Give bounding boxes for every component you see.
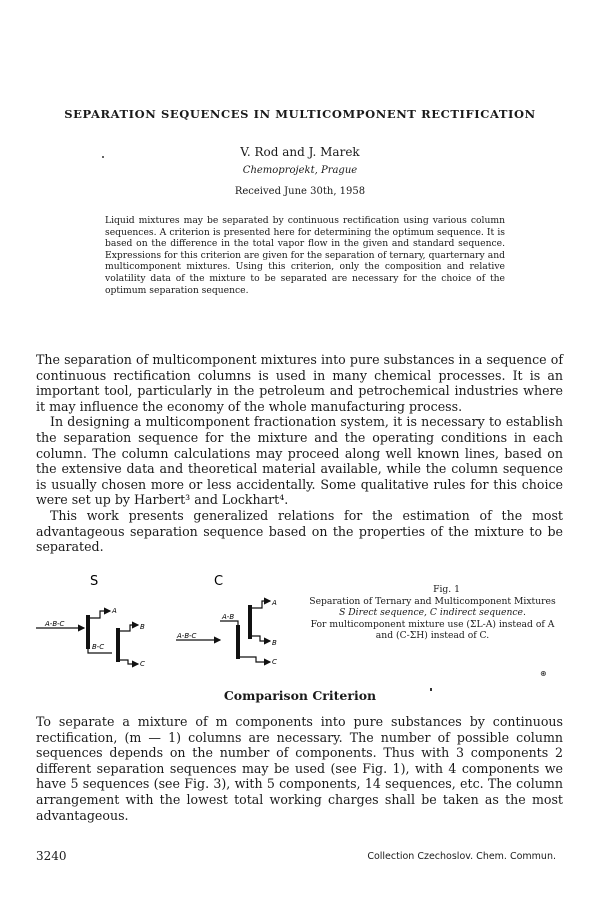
s-column-2 (116, 628, 120, 662)
figure-1-caption (305, 584, 560, 642)
c-out-c: C (272, 658, 277, 666)
c-column-2 (248, 605, 252, 639)
c-top-line (220, 621, 238, 625)
section-body (36, 714, 563, 823)
abstract: Liquid mixtures may be separated by continuous rectification using various column sequences. A criterion is presented here for determining the optimum sequence. It is based on the difference in the total vapor flow in the given and standard sequence. Expressions for this criterion are given for the separation of ternary, quarternary and multicomponent mixtures. Using this criterion, only the composition and relative volatility data of the mixture to be separated are necessary for the choice of the optimum separation sequence. (105, 215, 505, 296)
s-mid-label: B-C (92, 643, 105, 651)
section-title: Comparison Criterion (223, 688, 377, 703)
s-column-1 (86, 615, 90, 649)
s-top-a-arrow (90, 611, 110, 618)
intro-paragraph-3: This work presents generalized relations for the estimation of the most advantageous separation sequence based on the properties of the mixture to be separated. (36, 507, 563, 555)
s-feed-label: A-B-C (45, 620, 65, 628)
paper-title: SEPARATION SEQUENCES IN MULTICOMPONENT RECTIFICATION (64, 107, 536, 121)
paper-authors: V. Rod and J. Marek (240, 145, 360, 159)
stamp-mark: ⊛ (540, 669, 547, 678)
label-c: C (214, 574, 224, 589)
s-top-b-arrow (120, 625, 138, 631)
figure-1-diagram (20, 565, 300, 675)
s-bottom-c-arrow (120, 660, 138, 664)
label-s: S (90, 574, 99, 589)
intro-section (36, 352, 563, 555)
s-out-a: A (112, 607, 117, 615)
intro-paragraph-2: In designing a multicomponent fractionation system, it is necessary to establish the separation sequence for the mixture and the operating conditions in each column. The column calculations may proceed along well known lines, based on the extensive data and theoretical material available, while the column sequence is usually chosen more or less accidentally. Some qualitative rules for this choice were set up by Harbert³ and Lockhart⁴. (36, 414, 563, 508)
s-out-b: B (140, 623, 145, 631)
figure-title: Separation of Ternary and Multicomponent Mixtures (309, 595, 556, 607)
c-column-1 (236, 625, 240, 659)
journal-name: Collection Czechoslov. Chem. Commun. (367, 851, 556, 862)
c-mid-label: A-B (222, 613, 235, 621)
speck-mark (430, 688, 432, 691)
c-bottom-b-arrow (252, 636, 270, 641)
received-date: Received June 30th, 1958 (234, 186, 366, 197)
figure-label: Fig. 1 (433, 584, 460, 595)
section-paragraph-1: To separate a mixture of m components into pure substances by continuous rectification, (m — 1) columns are necessary. The number of possible column sequences depends on the number of components. Thus with 3 components 2 different separation sequences may be used (see Fig. 1), with 4 components we have 5 sequences (see Fig. 3), with 5 components, 14 sequences, etc. The column arrangement with the lowest total working charges shall be taken as the most advantageous. (36, 714, 563, 823)
figure-legend-2: For multicomponent mixture use (ΣL-A) instead of A and (C-ΣH) instead of C. (310, 618, 555, 641)
c-out-a: A (272, 599, 277, 607)
c-feed-label: A-B-C (177, 632, 197, 640)
page-number: 3240 (36, 849, 67, 863)
c-out-b: B (272, 639, 277, 647)
paper-affiliation: Chemoprojekt, Prague (242, 165, 358, 176)
intro-paragraph-1: The separation of multicomponent mixtures into pure substances in a sequence of continuous rectification columns is used in many chemical processes. It is an important tool, particularly in the petroleum and petrochemical industries where it may influence the economy of the whole manufacturing process. (36, 352, 563, 414)
s-out-c: C (140, 660, 145, 668)
c-bottom-c-arrow (240, 657, 270, 662)
c-top-a-arrow (252, 601, 270, 608)
figure-legend-1: S Direct sequence, C indirect sequence. (339, 607, 526, 618)
